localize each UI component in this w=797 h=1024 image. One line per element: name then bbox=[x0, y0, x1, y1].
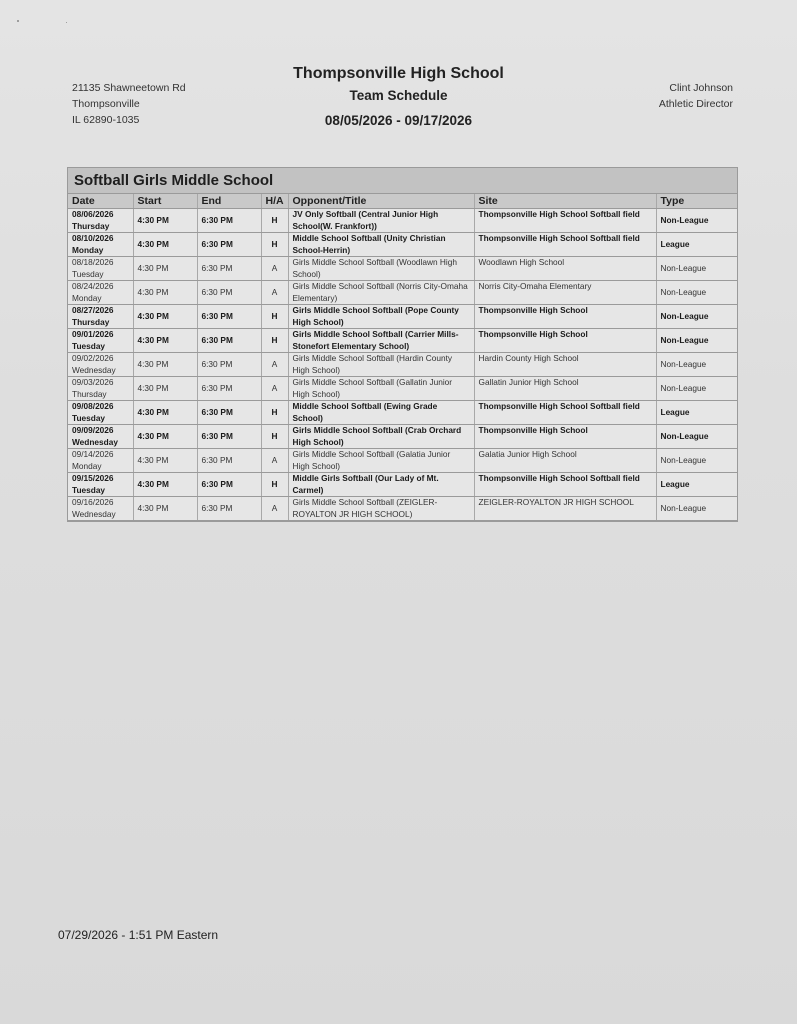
cell-start bbox=[133, 281, 197, 305]
cell-opponent-opponent: Girls Middle School Softball (Galatia Junior High School) bbox=[292, 449, 451, 471]
cell-site-site: Galatia Junior High School bbox=[478, 449, 577, 459]
cell-opponent bbox=[288, 233, 474, 257]
cell-end bbox=[197, 329, 261, 353]
cell-site bbox=[474, 257, 656, 281]
cell-start bbox=[133, 497, 197, 521]
cell-end-end: 6:30 PM bbox=[201, 238, 233, 249]
cell-type bbox=[656, 401, 737, 425]
cell-opponent bbox=[288, 425, 474, 449]
cell-date bbox=[68, 257, 133, 281]
cell-opponent-opponent: Girls Middle School Softball (Hardin County High School) bbox=[292, 353, 453, 375]
cell-opponent bbox=[288, 305, 474, 329]
table-row bbox=[68, 305, 737, 329]
cell-end bbox=[197, 209, 261, 233]
cell-opponent bbox=[288, 257, 474, 281]
cell-start bbox=[133, 257, 197, 281]
cell-site bbox=[474, 233, 656, 257]
cell-home-away-ha: A bbox=[271, 382, 278, 393]
cell-home-away bbox=[261, 425, 288, 449]
column-header-date: Date bbox=[68, 194, 133, 209]
cell-start-start: 4:30 PM bbox=[137, 358, 169, 369]
cell-start bbox=[133, 473, 197, 497]
table-row bbox=[68, 233, 737, 257]
cell-date bbox=[68, 425, 133, 449]
cell-date bbox=[68, 281, 133, 305]
cell-start-start: 4:30 PM bbox=[137, 478, 169, 489]
cell-end-end: 6:30 PM bbox=[201, 262, 233, 273]
cell-home-away-ha: A bbox=[271, 286, 278, 297]
cell-date-day: Thursday bbox=[72, 388, 107, 399]
cell-date-day: Monday bbox=[72, 244, 104, 255]
cell-home-away bbox=[261, 305, 288, 329]
cell-date-date: 09/03/2026 bbox=[72, 377, 114, 387]
schedule-rows bbox=[68, 209, 737, 521]
cell-type bbox=[656, 281, 737, 305]
cell-date-day: Monday bbox=[72, 460, 102, 471]
cell-site-site: Norris City-Omaha Elementary bbox=[478, 281, 592, 291]
cell-site-site: Thompsonville High School bbox=[478, 329, 588, 339]
cell-date-date: 09/08/2026 bbox=[72, 401, 114, 411]
column-header-opponent: Opponent/Title bbox=[288, 194, 474, 209]
cell-type-type: Non-League bbox=[660, 430, 709, 441]
cell-end bbox=[197, 305, 261, 329]
column-header-type: Type bbox=[656, 194, 737, 209]
cell-site bbox=[474, 473, 656, 497]
cell-opponent-opponent: Girls Middle School Softball (Norris City-Omaha Elementary) bbox=[292, 281, 468, 303]
cell-site-site: Thompsonville High School bbox=[478, 305, 588, 315]
address-city: Thompsonville bbox=[72, 98, 140, 110]
cell-start bbox=[133, 425, 197, 449]
cell-date bbox=[68, 233, 133, 257]
cell-home-away bbox=[261, 401, 288, 425]
cell-start-start: 4:30 PM bbox=[137, 382, 169, 393]
cell-opponent-opponent: Girls Middle School Softball (Gallatin Junior High School) bbox=[292, 377, 453, 399]
table-row bbox=[68, 497, 737, 521]
cell-type-type: Non-League bbox=[660, 358, 707, 369]
cell-start bbox=[133, 209, 197, 233]
cell-date-date: 09/02/2026 bbox=[72, 353, 114, 363]
cell-date-day: Wednesday bbox=[72, 364, 116, 375]
cell-date-day: Tuesday bbox=[72, 268, 104, 279]
cell-end bbox=[197, 425, 261, 449]
table-row bbox=[68, 257, 737, 281]
cell-type bbox=[656, 209, 737, 233]
cell-type-type: Non-League bbox=[660, 502, 707, 513]
cell-start-start: 4:30 PM bbox=[137, 238, 169, 249]
cell-site bbox=[474, 209, 656, 233]
table-row bbox=[68, 329, 737, 353]
cell-type-type: League bbox=[660, 478, 690, 489]
cell-opponent-opponent: Girls Middle School Softball (Carrier Mills-Stonefort Elementary School) bbox=[292, 329, 459, 351]
cell-type-type: Non-League bbox=[660, 382, 707, 393]
cell-type-type: Non-League bbox=[660, 262, 707, 273]
table-row bbox=[68, 353, 737, 377]
cell-start bbox=[133, 377, 197, 401]
director-title: Athletic Director bbox=[658, 98, 733, 110]
column-header-home-away: H/A bbox=[261, 194, 288, 209]
column-header-start: Start bbox=[133, 194, 197, 209]
cell-site bbox=[474, 329, 656, 353]
cell-type bbox=[656, 305, 737, 329]
cell-end bbox=[197, 257, 261, 281]
cell-site-site: Thompsonville High School Softball field bbox=[478, 401, 640, 411]
cell-opponent bbox=[288, 329, 474, 353]
cell-site bbox=[474, 353, 656, 377]
cell-date bbox=[68, 377, 133, 401]
cell-end-end: 6:30 PM bbox=[201, 286, 233, 297]
cell-end-end: 6:30 PM bbox=[201, 430, 233, 441]
cell-type-type: Non-League bbox=[660, 214, 709, 225]
cell-opponent-opponent: JV Only Softball (Central Junior High School(W. Frankfort)) bbox=[292, 209, 439, 231]
cell-site bbox=[474, 281, 656, 305]
table-row bbox=[68, 209, 737, 233]
cell-home-away bbox=[261, 473, 288, 497]
cell-date-day: Tuesday bbox=[72, 484, 106, 495]
cell-start-start: 4:30 PM bbox=[137, 406, 169, 417]
cell-date bbox=[68, 497, 133, 521]
cell-date bbox=[68, 305, 133, 329]
table-row bbox=[68, 449, 737, 473]
school-name: Thompsonville High School bbox=[293, 65, 504, 82]
table-row bbox=[68, 281, 737, 305]
column-header-end: End bbox=[197, 194, 261, 209]
cell-start bbox=[133, 329, 197, 353]
cell-date-date: 09/09/2026 bbox=[72, 425, 114, 435]
cell-date-date: 08/24/2026 bbox=[72, 281, 114, 291]
cell-type bbox=[656, 425, 737, 449]
athletic-director bbox=[659, 80, 733, 112]
cell-date-day: Wednesday bbox=[72, 436, 118, 447]
cell-end-end: 6:30 PM bbox=[201, 502, 233, 513]
cell-type-type: Non-League bbox=[660, 310, 709, 321]
cell-start-start: 4:30 PM bbox=[137, 286, 169, 297]
cell-site bbox=[474, 425, 656, 449]
print-timestamp: 07/29/2026 - 1:51 PM Eastern bbox=[58, 928, 219, 942]
cell-date bbox=[68, 329, 133, 353]
cell-site bbox=[474, 449, 656, 473]
cell-opponent-opponent: Middle Girls Softball (Our Lady of Mt. Carmel) bbox=[292, 473, 439, 495]
cell-date bbox=[68, 353, 133, 377]
cell-opponent-opponent: Middle School Softball (Ewing Grade School) bbox=[292, 401, 438, 423]
cell-opponent bbox=[288, 449, 474, 473]
cell-end-end: 6:30 PM bbox=[201, 478, 233, 489]
cell-home-away bbox=[261, 353, 288, 377]
cell-opponent bbox=[288, 281, 474, 305]
cell-type bbox=[656, 473, 737, 497]
cell-end bbox=[197, 377, 261, 401]
cell-home-away-ha: H bbox=[271, 214, 278, 225]
cell-home-away-ha: A bbox=[271, 502, 278, 513]
cell-date-day: Tuesday bbox=[72, 340, 106, 351]
cell-home-away bbox=[261, 209, 288, 233]
cell-opponent-opponent: Girls Middle School Softball (ZEIGLER-ROYALTON JR HIGH SCHOOL) bbox=[292, 497, 438, 519]
cell-site-site: Thompsonville High School bbox=[478, 425, 588, 435]
cell-end-end: 6:30 PM bbox=[201, 358, 233, 369]
cell-site bbox=[474, 497, 656, 521]
cell-end bbox=[197, 473, 261, 497]
cell-date-date: 08/27/2026 bbox=[72, 305, 114, 315]
schedule-group-title: Softball Girls Middle School bbox=[68, 168, 737, 194]
column-header-site: Site bbox=[474, 194, 656, 209]
cell-site-site: ZEIGLER-ROYALTON JR HIGH SCHOOL bbox=[478, 497, 634, 507]
cell-home-away bbox=[261, 329, 288, 353]
cell-home-away bbox=[261, 233, 288, 257]
cell-date-day: Wednesday bbox=[72, 508, 116, 519]
cell-start-start: 4:30 PM bbox=[137, 310, 169, 321]
cell-date-date: 08/10/2026 bbox=[72, 233, 114, 243]
cell-type bbox=[656, 329, 737, 353]
cell-site-site: Woodlawn High School bbox=[478, 257, 565, 267]
cell-opponent-opponent: Girls Middle School Softball (Crab Orchard High School) bbox=[292, 425, 462, 447]
cell-date bbox=[68, 449, 133, 473]
cell-home-away bbox=[261, 497, 288, 521]
cell-start bbox=[133, 401, 197, 425]
cell-opponent bbox=[288, 473, 474, 497]
cell-type bbox=[656, 353, 737, 377]
address-street: 21135 Shawneetown Rd bbox=[72, 82, 186, 94]
cell-type-type: Non-League bbox=[660, 286, 707, 297]
schedule-table-container bbox=[67, 167, 738, 522]
cell-start bbox=[133, 353, 197, 377]
cell-end-end: 6:30 PM bbox=[201, 406, 233, 417]
cell-start bbox=[133, 449, 197, 473]
cell-start-start: 4:30 PM bbox=[137, 214, 169, 225]
cell-end bbox=[197, 233, 261, 257]
schedule-table bbox=[68, 194, 737, 521]
cell-type bbox=[656, 377, 737, 401]
cell-site-site: Hardin County High School bbox=[478, 353, 579, 363]
cell-opponent bbox=[288, 401, 474, 425]
cell-date bbox=[68, 209, 133, 233]
cell-date-day: Monday bbox=[72, 292, 102, 303]
cell-home-away-ha: H bbox=[271, 406, 278, 417]
cell-start-start: 4:30 PM bbox=[137, 502, 169, 513]
cell-site-site: Thompsonville High School Softball field bbox=[478, 473, 640, 483]
table-row bbox=[68, 425, 737, 449]
cell-home-away bbox=[261, 377, 288, 401]
table-row bbox=[68, 473, 737, 497]
cell-home-away-ha: A bbox=[271, 454, 278, 465]
cell-opponent bbox=[288, 497, 474, 521]
table-row bbox=[68, 377, 737, 401]
cell-home-away bbox=[261, 281, 288, 305]
address-state-zip: IL 62890-1035 bbox=[72, 114, 140, 126]
cell-type bbox=[656, 497, 737, 521]
cell-end bbox=[197, 353, 261, 377]
cell-type bbox=[656, 233, 737, 257]
cell-date-day: Tuesday bbox=[72, 412, 106, 423]
cell-site bbox=[474, 401, 656, 425]
cell-date-date: 09/01/2026 bbox=[72, 329, 114, 339]
cell-type-type: Non-League bbox=[660, 334, 709, 345]
cell-date-date: 08/06/2026 bbox=[72, 209, 114, 219]
cell-type bbox=[656, 449, 737, 473]
cell-end-end: 6:30 PM bbox=[201, 214, 233, 225]
cell-start-start: 4:30 PM bbox=[137, 430, 169, 441]
cell-home-away bbox=[261, 449, 288, 473]
cell-home-away-ha: H bbox=[271, 334, 278, 345]
cell-date-date: 08/18/2026 bbox=[72, 257, 114, 267]
cell-site-site: Gallatin Junior High School bbox=[478, 377, 579, 387]
cell-opponent-opponent: Middle School Softball (Unity Christian School-Herrin) bbox=[292, 233, 446, 255]
cell-opponent bbox=[288, 377, 474, 401]
cell-site-site: Thompsonville High School Softball field bbox=[478, 233, 640, 243]
cell-opponent bbox=[288, 209, 474, 233]
cell-site-site: Thompsonville High School Softball field bbox=[478, 209, 640, 219]
cell-date bbox=[68, 401, 133, 425]
cell-end-end: 6:30 PM bbox=[201, 310, 233, 321]
cell-opponent-opponent: Girls Middle School Softball (Woodlawn High School) bbox=[292, 257, 457, 279]
cell-type-type: League bbox=[660, 406, 690, 417]
cell-home-away-ha: H bbox=[271, 238, 278, 249]
cell-end bbox=[197, 449, 261, 473]
cell-home-away-ha: H bbox=[271, 478, 278, 489]
cell-site bbox=[474, 305, 656, 329]
cell-site bbox=[474, 377, 656, 401]
cell-start-start: 4:30 PM bbox=[137, 454, 169, 465]
cell-date-day: Thursday bbox=[72, 220, 110, 231]
cell-opponent-opponent: Girls Middle School Softball (Pope County High School) bbox=[292, 305, 459, 327]
date-range: 08/05/2026 - 09/17/2026 bbox=[324, 113, 473, 128]
cell-start-start: 4:30 PM bbox=[137, 262, 169, 273]
cell-type-type: Non-League bbox=[660, 454, 707, 465]
cell-end bbox=[197, 401, 261, 425]
cell-date-date: 09/14/2026 bbox=[72, 449, 114, 459]
cell-home-away-ha: A bbox=[271, 358, 278, 369]
cell-date-date: 09/15/2026 bbox=[72, 473, 114, 483]
cell-date-day: Thursday bbox=[72, 316, 110, 327]
cell-end-end: 6:30 PM bbox=[201, 454, 233, 465]
paper-speck bbox=[17, 20, 19, 22]
cell-end bbox=[197, 281, 261, 305]
director-name: Clint Johnson bbox=[669, 82, 733, 94]
paper-speck bbox=[66, 22, 67, 23]
cell-type-type: League bbox=[660, 238, 690, 249]
cell-end-end: 6:30 PM bbox=[201, 382, 233, 393]
cell-start bbox=[133, 305, 197, 329]
cell-opponent bbox=[288, 353, 474, 377]
cell-home-away-ha: H bbox=[271, 310, 278, 321]
cell-start-start: 4:30 PM bbox=[137, 334, 169, 345]
cell-home-away bbox=[261, 257, 288, 281]
cell-end-end: 6:30 PM bbox=[201, 334, 233, 345]
cell-end bbox=[197, 497, 261, 521]
cell-home-away-ha: A bbox=[271, 262, 278, 273]
table-row bbox=[68, 401, 737, 425]
cell-home-away-ha: H bbox=[271, 430, 278, 441]
cell-date bbox=[68, 473, 133, 497]
cell-start bbox=[133, 233, 197, 257]
document-subtitle: Team Schedule bbox=[349, 88, 448, 103]
table-header-row bbox=[68, 194, 737, 209]
cell-type bbox=[656, 257, 737, 281]
cell-date-date: 09/16/2026 bbox=[72, 497, 114, 507]
